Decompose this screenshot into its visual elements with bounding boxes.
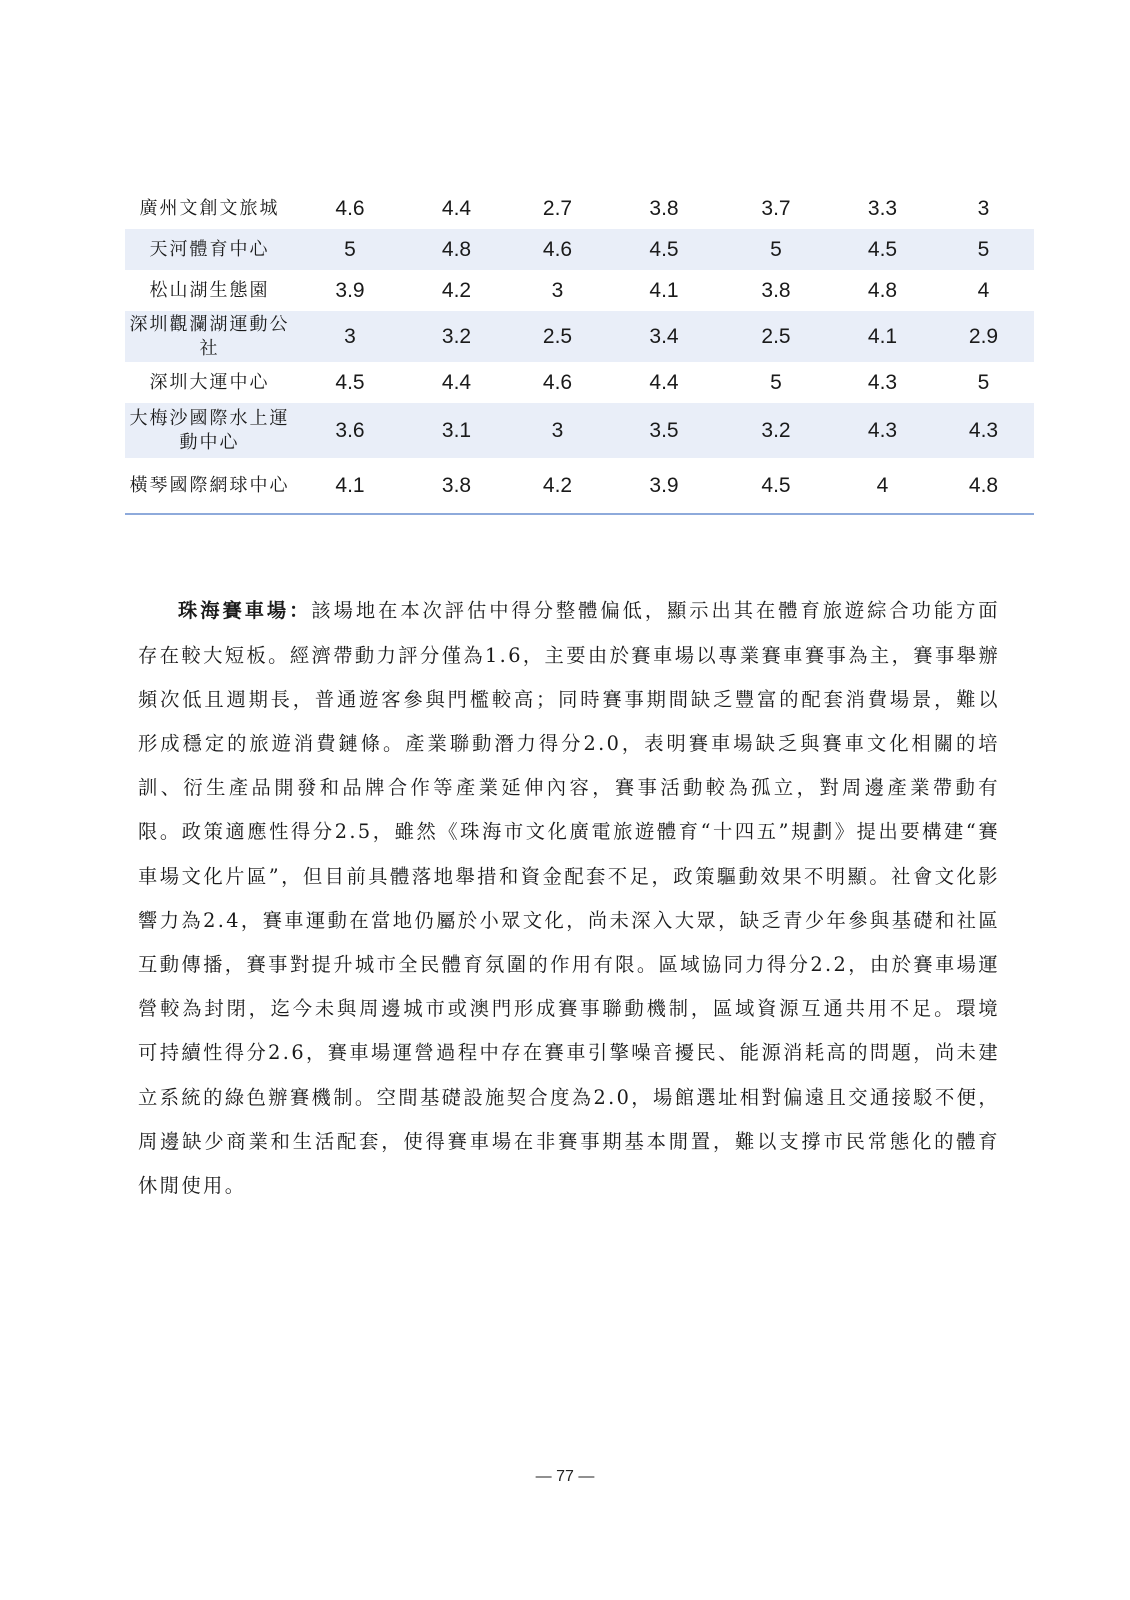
score-cell: 3.9 <box>649 473 679 497</box>
score-cell: 3.8 <box>441 473 472 497</box>
score-cell: 4.5 <box>832 229 933 270</box>
paragraph-lead: 珠海賽車場： <box>178 599 312 623</box>
score-cell: 5 <box>933 229 1034 270</box>
score-cell: 3.2 <box>406 311 507 362</box>
score-cell: 3.6 <box>294 403 406 458</box>
venue-name-cell: 深圳觀瀾湖運動公社 <box>125 311 294 362</box>
score-cell: 4.4 <box>649 370 679 394</box>
score-cell: 3.7 <box>761 196 791 220</box>
score-cell: 4.3 <box>867 370 898 394</box>
table-row <box>125 403 1034 458</box>
score-cell: 3.8 <box>649 196 679 220</box>
paragraph-body: 該場地在本次評估中得分整體偏低，顯示出其在體育旅遊綜合功能方面存在較大短板。經濟帶動力評分僅為1.6，主要由於賽車場以專業賽車賽事為主，賽事舉辦頻次低且週期長，普通遊客參與門檻較高；同時賽事期間缺乏豐富的配套消費場景，難以形成穩定的旅遊消費鏈條。產業聯動潛力得分2.0，表明賽車場缺乏與賽車文化相關的培訓、衍生產品開發和品牌合作等產業延伸內容，賽事活動較為孤立，對周邊產業帶動有限。政策適應性得分2.5，雖然《珠海市文化廣電旅遊體育“十四五”規劃》提出要構建“賽車場文化片區”，但目前具體落地舉措和資金配套不足，政策驅動效果不明顯。社會文化影響力為2.4，賽車運動在當地仍屬於小眾文化，尚未深入大眾，缺乏青少年參與基礎和社區互動傳播，賽事對提升城市全民體育氛圍的作用有限。區域協同力得分2.2，由於賽車場運營較為封閉，迄今未與周邊城市或澳門形成賽事聯動機制，區域資源互通共用不足。環境可持續性得分2.6，賽車場運營過程中存在賽車引擎噪音擾民、能源消耗高的問題，尚未建立系統的綠色辦賽機制。空間基礎設施契合度為2.0，場館選址相對偏遠且交通接駁不便，周邊缺少商業和生活配套，使得賽車場在非賽事期基本閒置，難以支撐市民常態化的體育休閒使用。 <box>138 599 1000 1197</box>
venue-name-cell: 廣州文創文旅城 <box>139 197 280 219</box>
venue-name-cell: 橫琴國際網球中心 <box>129 474 290 496</box>
venue-name-cell: 天河體育中心 <box>125 229 294 270</box>
score-cell: 2.5 <box>507 311 608 362</box>
score-cell: 3 <box>551 278 564 302</box>
table-row <box>125 229 1034 270</box>
score-cell: 4.8 <box>406 229 507 270</box>
score-cell: 4.2 <box>441 278 472 302</box>
table-row <box>125 188 1034 229</box>
score-cell: 4.1 <box>335 473 365 497</box>
score-cell: 3.9 <box>335 278 365 302</box>
score-cell: 2.5 <box>720 311 832 362</box>
score-cell: 4.4 <box>441 370 472 394</box>
score-cell: 4.5 <box>335 370 365 394</box>
score-cell: 4 <box>977 278 990 302</box>
score-cell: 3 <box>294 311 406 362</box>
score-cell: 3 <box>507 403 608 458</box>
score-cell: 5 <box>977 370 990 394</box>
score-cell: 4.1 <box>649 278 679 302</box>
score-cell: 3.1 <box>406 403 507 458</box>
score-cell: 3.4 <box>608 311 720 362</box>
score-cell: 4.6 <box>335 196 365 220</box>
score-cell: 4.6 <box>507 229 608 270</box>
score-cell: 5 <box>720 229 832 270</box>
score-cell: 4.4 <box>441 196 472 220</box>
venue-name-cell: 深圳大運中心 <box>149 371 270 393</box>
score-cell: 4.1 <box>832 311 933 362</box>
score-cell: 4.8 <box>968 473 999 497</box>
score-cell: 3.2 <box>720 403 832 458</box>
venue-name-cell: 松山湖生態園 <box>149 279 270 301</box>
table-row <box>125 311 1034 362</box>
table-row <box>125 458 1034 514</box>
score-cell: 2.7 <box>542 196 573 220</box>
score-cell: 2.9 <box>933 311 1034 362</box>
score-cell: 5 <box>294 229 406 270</box>
table-row <box>125 270 1034 311</box>
score-cell: 4 <box>876 473 889 497</box>
score-cell: 4.5 <box>761 473 791 497</box>
score-cell: 3 <box>977 196 990 220</box>
venue-name-cell: 大梅沙國際水上運動中心 <box>125 403 294 458</box>
zhuhai-circuit-paragraph <box>138 589 1000 1208</box>
venue-score-table <box>125 188 1034 515</box>
score-cell: 3.3 <box>867 196 898 220</box>
score-cell: 4.3 <box>933 403 1034 458</box>
score-cell: 4.6 <box>542 370 573 394</box>
score-cell: 5 <box>770 370 782 394</box>
table-row <box>125 362 1034 403</box>
score-cell: 4.3 <box>832 403 933 458</box>
page-number: — 77 — <box>535 1468 595 1485</box>
score-cell: 4.8 <box>867 278 898 302</box>
score-cell: 3.8 <box>761 278 791 302</box>
score-cell: 4.5 <box>608 229 720 270</box>
score-cell: 4.2 <box>542 473 573 497</box>
score-cell: 3.5 <box>608 403 720 458</box>
